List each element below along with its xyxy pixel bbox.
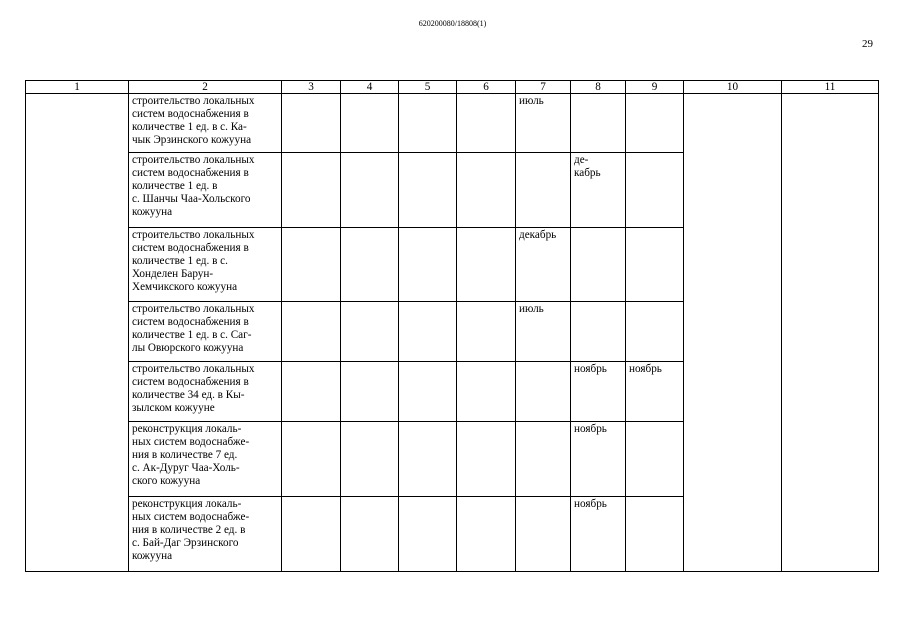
table-cell bbox=[457, 302, 516, 362]
column-number-row bbox=[26, 81, 879, 94]
table-cell bbox=[399, 228, 457, 302]
column-header: 6 bbox=[457, 81, 516, 94]
row-description: строительство локальных систем водоснабжения в количестве 34 ед. в Кы- зылском кожууне bbox=[129, 362, 282, 422]
table-cell bbox=[457, 228, 516, 302]
month-cell-col9: ноябрь bbox=[626, 362, 684, 422]
month-cell-col7: декабрь bbox=[516, 228, 571, 302]
month-cell-col7 bbox=[516, 497, 571, 572]
row-description: реконструкция локаль- ных систем водоснабже- ния в количестве 7 ед. с. Ак-Дуруг Чаа-Холь- ского кожууна bbox=[129, 422, 282, 497]
page-number: 29 bbox=[862, 38, 873, 50]
row-description: строительство локальных систем водоснабжения в количестве 1 ед. в с. Ка- чык Эрзинского кожууна bbox=[129, 94, 282, 153]
month-cell-col8 bbox=[571, 94, 626, 153]
table-cell bbox=[399, 153, 457, 228]
table-cell bbox=[282, 94, 341, 153]
merged-cell-col10 bbox=[684, 94, 782, 572]
month-cell-col7 bbox=[516, 153, 571, 228]
column-header: 11 bbox=[782, 81, 879, 94]
document-code: 620200080/18808(1) bbox=[418, 19, 487, 28]
table-cell bbox=[282, 362, 341, 422]
column-header: 3 bbox=[282, 81, 341, 94]
table-cell bbox=[457, 497, 516, 572]
merged-cell-col1 bbox=[26, 94, 129, 572]
month-cell-col9 bbox=[626, 228, 684, 302]
table-cell bbox=[399, 302, 457, 362]
table-cell bbox=[282, 302, 341, 362]
table-cell bbox=[399, 422, 457, 497]
column-header: 7 bbox=[516, 81, 571, 94]
row-description: реконструкция локаль- ных систем водоснабже- ния в количестве 2 ед. в с. Бай-Даг Эрзинского кожууна bbox=[129, 497, 282, 572]
table-cell bbox=[282, 497, 341, 572]
merged-cell-col11 bbox=[782, 94, 879, 572]
column-header: 5 bbox=[399, 81, 457, 94]
table-row bbox=[26, 94, 879, 153]
row-description: строительство локальных систем водоснабжения в количестве 1 ед. в с. Шанчы Чаа-Хольского кожууна bbox=[129, 153, 282, 228]
month-cell-col8 bbox=[571, 302, 626, 362]
table-cell bbox=[341, 422, 399, 497]
column-header: 2 bbox=[129, 81, 282, 94]
table-cell bbox=[399, 94, 457, 153]
table-cell bbox=[282, 153, 341, 228]
table-cell bbox=[282, 228, 341, 302]
column-header: 10 bbox=[684, 81, 782, 94]
table-cell bbox=[341, 362, 399, 422]
table-cell bbox=[399, 362, 457, 422]
month-cell-col8: ноябрь bbox=[571, 422, 626, 497]
month-cell-col7 bbox=[516, 362, 571, 422]
month-cell-col7: июль bbox=[516, 302, 571, 362]
month-cell-col8: де- кабрь bbox=[571, 153, 626, 228]
table-cell bbox=[457, 422, 516, 497]
table-cell bbox=[457, 362, 516, 422]
table-cell bbox=[341, 302, 399, 362]
table-cell bbox=[341, 153, 399, 228]
month-cell-col7 bbox=[516, 422, 571, 497]
table-cell bbox=[399, 497, 457, 572]
table-cell bbox=[457, 153, 516, 228]
month-cell-col7: июль bbox=[516, 94, 571, 153]
table-cell bbox=[341, 228, 399, 302]
month-cell-col9 bbox=[626, 94, 684, 153]
table-cell bbox=[341, 94, 399, 153]
month-cell-col8 bbox=[571, 228, 626, 302]
month-cell-col8: ноябрь bbox=[571, 497, 626, 572]
table-cell bbox=[457, 94, 516, 153]
month-cell-col9 bbox=[626, 153, 684, 228]
month-cell-col9 bbox=[626, 302, 684, 362]
table-cell bbox=[341, 497, 399, 572]
column-header: 9 bbox=[626, 81, 684, 94]
row-description: строительство локальных систем водоснабжения в количестве 1 ед. в с. Саг- лы Овюрского кожууна bbox=[129, 302, 282, 362]
schedule-table bbox=[25, 80, 879, 572]
row-description: строительство локальных систем водоснабжения в количестве 1 ед. в с. Хонделен Барун- Хемчикского кожууна bbox=[129, 228, 282, 302]
column-header: 1 bbox=[26, 81, 129, 94]
month-cell-col9 bbox=[626, 422, 684, 497]
month-cell-col9 bbox=[626, 497, 684, 572]
column-header: 4 bbox=[341, 81, 399, 94]
column-header: 8 bbox=[571, 81, 626, 94]
month-cell-col8: ноябрь bbox=[571, 362, 626, 422]
table-cell bbox=[282, 422, 341, 497]
